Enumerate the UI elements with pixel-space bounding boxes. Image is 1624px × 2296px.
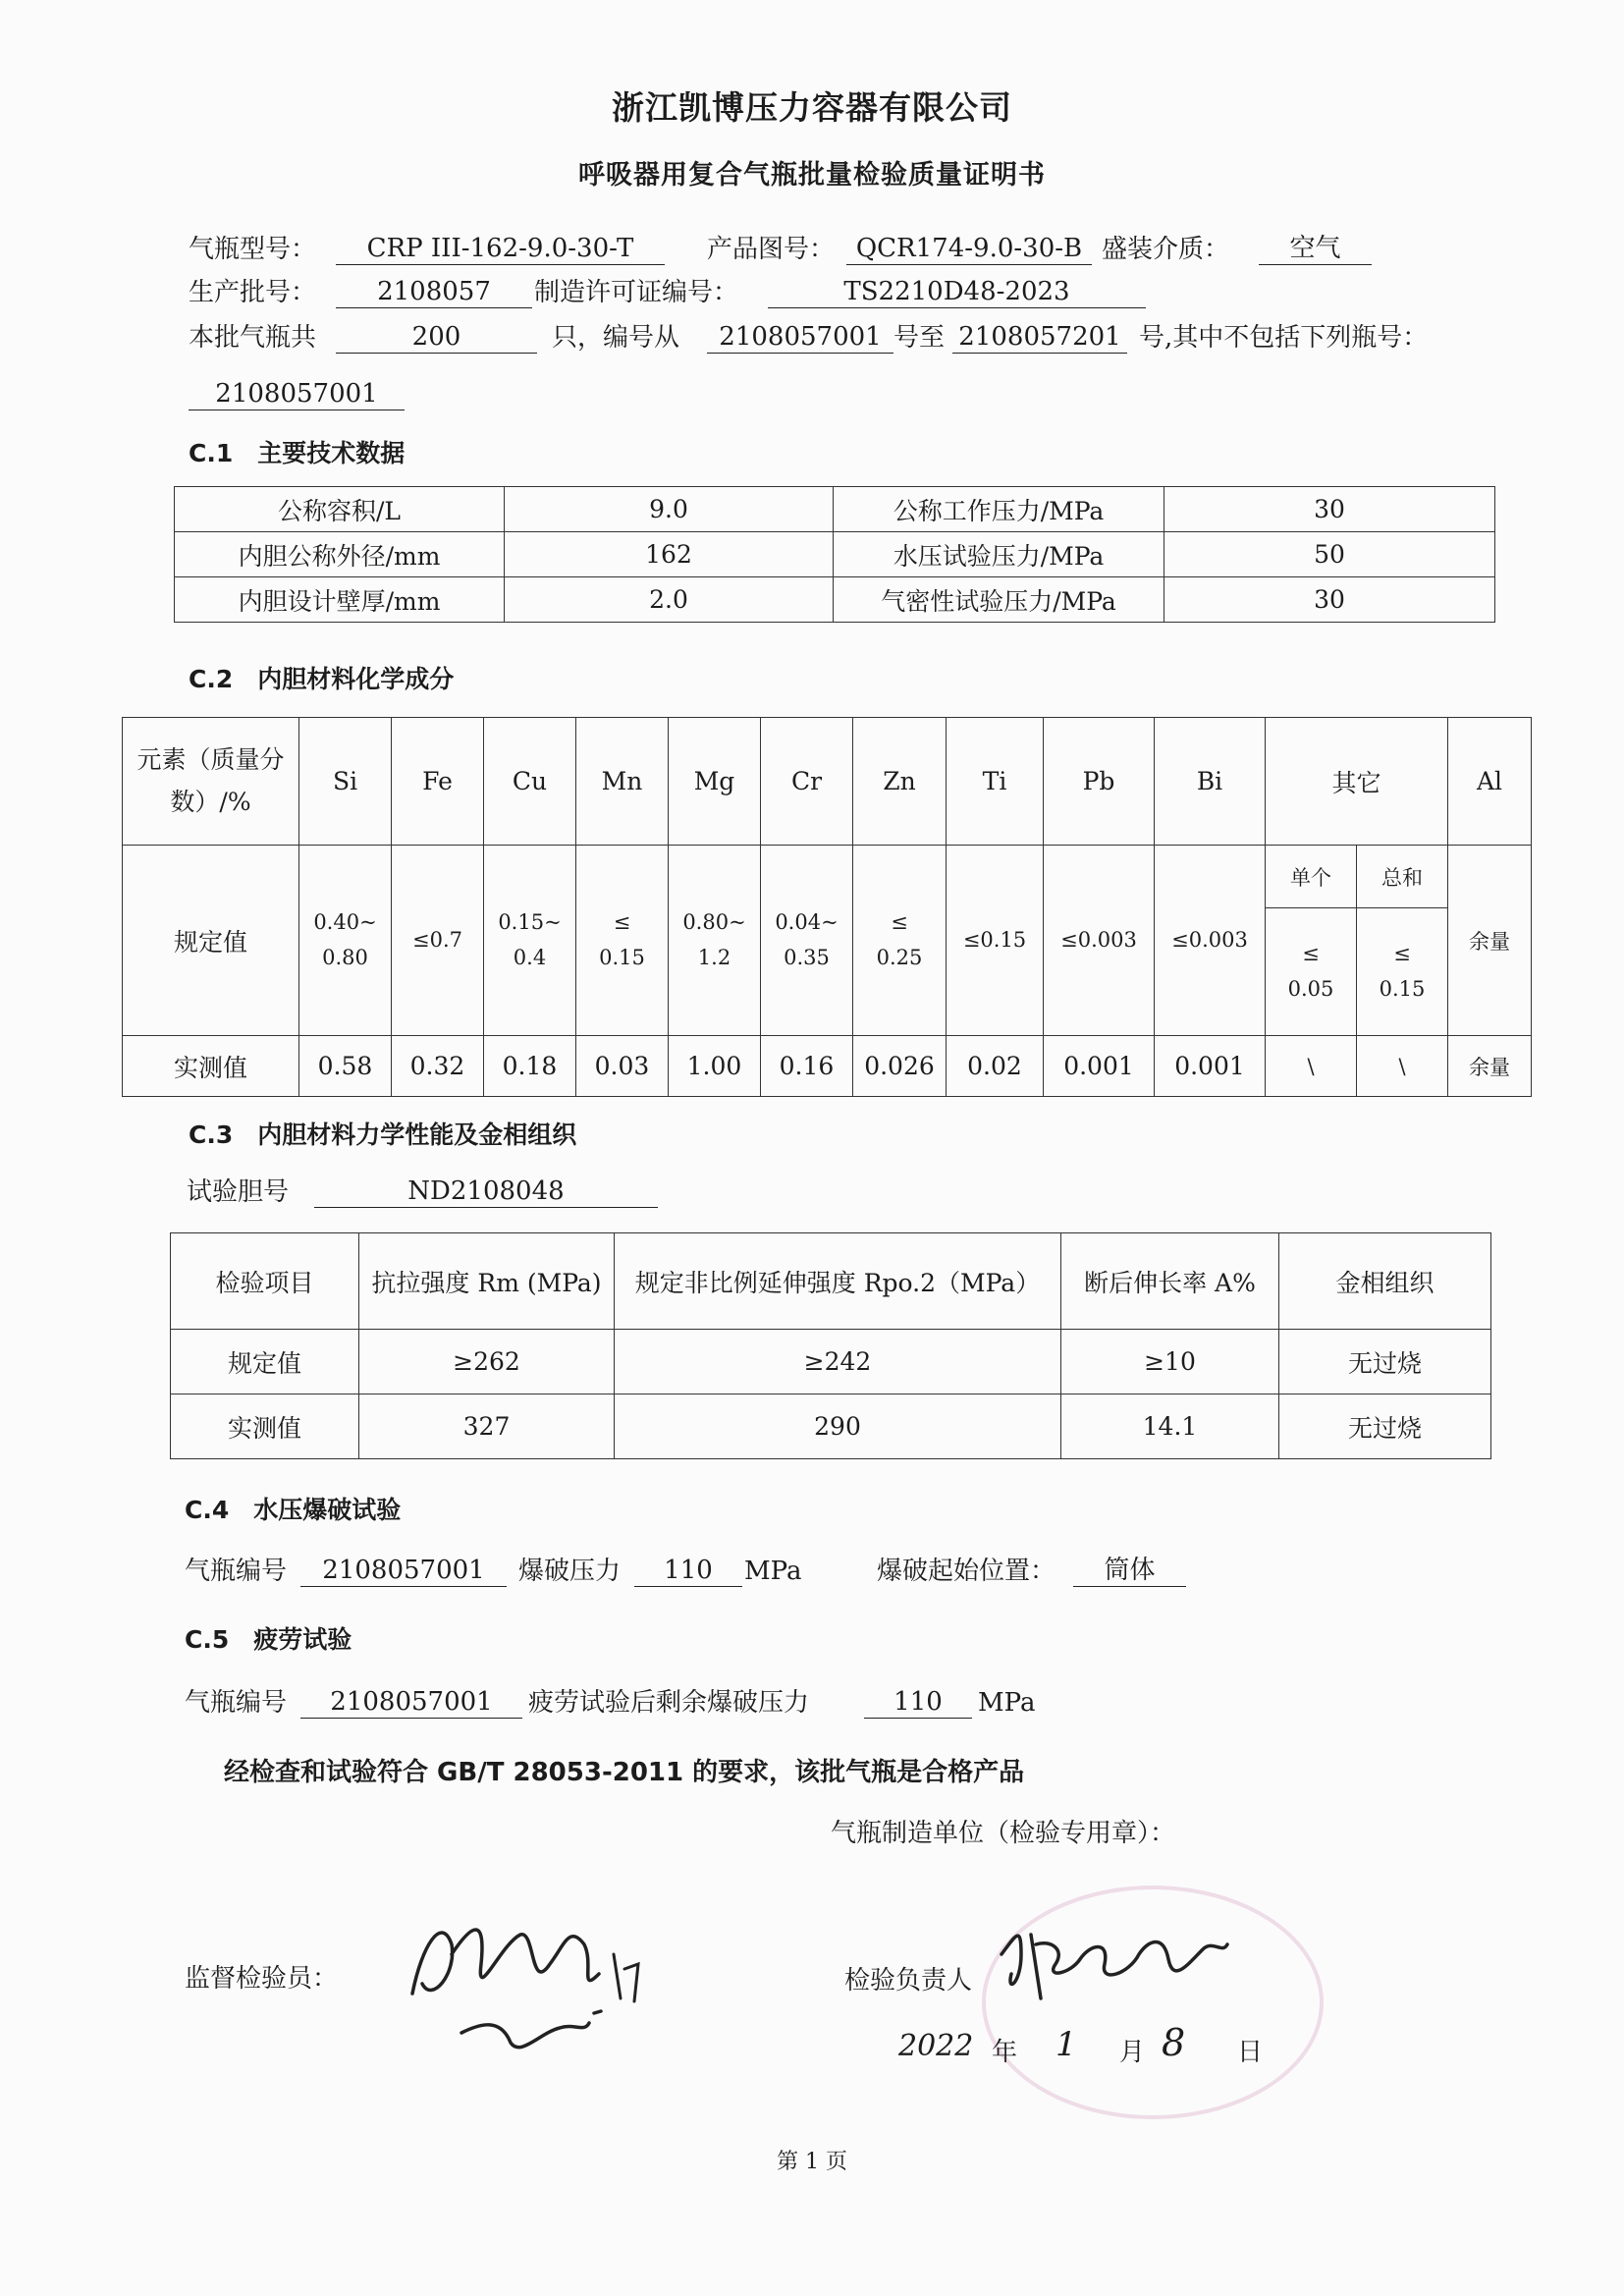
element-bi: Bi: [1155, 718, 1266, 846]
burst-cyl-label: 气瓶编号: [185, 1557, 288, 1586]
date-year: 2022: [898, 2029, 974, 2063]
manufacturer-label: 气瓶制造单位（检验专用章）：: [831, 1819, 1176, 1848]
spec-other-single: ≤ 0.05: [1266, 908, 1357, 1036]
measured-cell: 327: [359, 1394, 615, 1459]
measured-cell: 无过烧: [1279, 1394, 1491, 1459]
c3-heading: C.3 内胆材料力学性能及金相组织: [189, 1121, 577, 1149]
row-label: 规定值: [171, 1330, 359, 1394]
serial-to: 2108057201: [952, 320, 1127, 354]
table-row: [175, 487, 1495, 532]
measured-mg: 1.00: [669, 1036, 761, 1097]
tech-key: 公称工作压力/MPa: [834, 487, 1164, 532]
other-total-label: 总和: [1357, 846, 1448, 908]
element-zn: Zn: [853, 718, 947, 846]
table-row: [171, 1233, 1491, 1330]
measured-cell: 290: [615, 1394, 1061, 1459]
c2-heading: C.2 内胆材料化学成分: [189, 665, 455, 693]
supervisor-signature: [393, 1886, 658, 2082]
col-header: 金相组织: [1279, 1233, 1491, 1330]
burst-line: [185, 1554, 1265, 1589]
date-day: 8: [1162, 2021, 1186, 2064]
table-row: [123, 718, 1532, 846]
element-pb: Pb: [1044, 718, 1155, 846]
tech-value: 162: [505, 532, 834, 577]
info-line-count: [189, 320, 1524, 355]
measured-ti: 0.02: [947, 1036, 1044, 1097]
tech-value: 50: [1164, 532, 1495, 577]
document-title: 呼吸器用复合气瓶批量检验质量证明书: [578, 160, 1046, 191]
measured-si: 0.58: [299, 1036, 392, 1097]
page-number: 第 1 页: [777, 2150, 847, 2174]
spec-pb: ≤0.003: [1044, 846, 1155, 1036]
col-header: 检验项目: [171, 1233, 359, 1330]
spec-cell: 无过烧: [1279, 1330, 1491, 1394]
spec-mg: 0.80~ 1.2: [669, 846, 761, 1036]
tech-key: 气密性试验压力/MPa: [834, 577, 1164, 623]
spec-cr: 0.04~ 0.35: [761, 846, 853, 1036]
measured-fe: 0.32: [392, 1036, 484, 1097]
residual-unit: MPa: [978, 1688, 1036, 1718]
burst-position-label: 爆破起始位置：: [877, 1557, 1056, 1586]
other-single-label: 单个: [1266, 846, 1357, 908]
license-label: 制造许可证编号：: [534, 278, 739, 307]
measured-other-total: \: [1357, 1036, 1448, 1097]
measured-mn: 0.03: [576, 1036, 669, 1097]
conclusion: 经检查和试验符合 GB/T 28053-2011 的要求，该批气瓶是合格产品: [224, 1758, 1025, 1787]
measured-cu: 0.18: [484, 1036, 576, 1097]
mechanical-properties-table: [170, 1232, 1491, 1459]
info-line-batch: [189, 275, 1465, 310]
count-prefix: 本批气瓶共: [189, 323, 317, 353]
spec-cu: 0.15~ 0.4: [484, 846, 576, 1036]
tech-key: 公称容积/L: [175, 487, 505, 532]
tech-data-table: [174, 486, 1495, 623]
fatigue-cyl-value: 2108057001: [300, 1685, 522, 1719]
chemical-composition-table: [122, 717, 1532, 1097]
measured-cr: 0.16: [761, 1036, 853, 1097]
info-line-model: [189, 232, 1465, 267]
measured-pb: 0.001: [1044, 1036, 1155, 1097]
measured-other-single: \: [1266, 1036, 1357, 1097]
serial-to-label: 号至: [893, 323, 946, 353]
spec-label: 规定值: [123, 846, 299, 1036]
tech-key: 内胆公称外径/mm: [175, 532, 505, 577]
liner-label: 试验胆号: [187, 1177, 290, 1207]
burst-pressure-value: 110: [634, 1554, 742, 1587]
element-si: Si: [299, 718, 392, 846]
table-row: [123, 1036, 1532, 1097]
medium-label: 盛装介质：: [1102, 235, 1230, 264]
year-char: 年: [992, 2038, 1018, 2067]
row-label: 实测值: [171, 1394, 359, 1459]
element-fe: Fe: [392, 718, 484, 846]
measured-bi: 0.001: [1155, 1036, 1266, 1097]
drawing-value: QCR174-9.0-30-B: [846, 232, 1092, 265]
burst-pressure-label: 爆破压力: [518, 1557, 622, 1586]
supervisor-label: 监督检验员：: [185, 1964, 339, 1994]
col-header: 抗拉强度 Rm (MPa): [359, 1233, 615, 1330]
medium-value: 空气: [1259, 232, 1372, 265]
col-header: 断后伸长率 A%: [1061, 1233, 1279, 1330]
table-row: [175, 577, 1495, 623]
spec-ti: ≤0.15: [947, 846, 1044, 1036]
c1-heading: C.1 主要技术数据: [189, 439, 406, 467]
count-suffix: 号,其中不包括下列瓶号：: [1139, 323, 1429, 353]
info-line-excluded: [189, 377, 581, 412]
spec-al: 余量: [1448, 846, 1532, 1036]
spec-cell: ≥10: [1061, 1330, 1279, 1394]
element-other: 其它: [1266, 718, 1448, 846]
element-ti: Ti: [947, 718, 1044, 846]
date-line: [898, 2021, 1291, 2070]
batch-label: 生产批号：: [189, 278, 317, 307]
liner-value: ND2108048: [314, 1175, 658, 1208]
model-label: 气瓶型号：: [189, 235, 317, 264]
spec-other-total: ≤ 0.15: [1357, 908, 1448, 1036]
spec-mn: ≤ 0.15: [576, 846, 669, 1036]
drawing-label: 产品图号：: [707, 235, 836, 264]
element-al: Al: [1448, 718, 1532, 846]
spec-fe: ≤0.7: [392, 846, 484, 1036]
element-header: 元素（质量分数）/%: [123, 718, 299, 846]
c5-heading: C.5 疲劳试验: [185, 1625, 352, 1654]
count-value: 200: [336, 320, 537, 354]
measured-al: 余量: [1448, 1036, 1532, 1097]
count-mid: 只，编号从: [552, 323, 680, 353]
spec-bi: ≤0.003: [1155, 846, 1266, 1036]
burst-cyl-value: 2108057001: [300, 1554, 507, 1587]
spec-cell: ≥262: [359, 1330, 615, 1394]
residual-value: 110: [864, 1685, 972, 1719]
element-cu: Cu: [484, 718, 576, 846]
burst-position-value: 筒体: [1073, 1554, 1186, 1587]
residual-label: 疲劳试验后剩余爆破压力: [528, 1688, 810, 1718]
inspector-label: 检验负责人: [844, 1966, 973, 1995]
col-header: 规定非比例延伸强度 Rpo.2（MPa）: [615, 1233, 1061, 1330]
day-char: 日: [1237, 2038, 1264, 2067]
excluded-serial: 2108057001: [189, 377, 405, 410]
liner-line: [187, 1175, 776, 1210]
tech-value: 9.0: [505, 487, 834, 532]
spec-zn: ≤ 0.25: [853, 846, 947, 1036]
measured-cell: 14.1: [1061, 1394, 1279, 1459]
measured-zn: 0.026: [853, 1036, 947, 1097]
table-row: [171, 1330, 1491, 1394]
element-mn: Mn: [576, 718, 669, 846]
table-row: [123, 846, 1532, 908]
fatigue-line: [185, 1685, 1265, 1721]
tech-value: 30: [1164, 487, 1495, 532]
company-name: 浙江凯博压力容器有限公司: [612, 88, 1012, 127]
spec-cell: ≥242: [615, 1330, 1061, 1394]
tech-value: 30: [1164, 577, 1495, 623]
burst-pressure-unit: MPa: [744, 1557, 802, 1586]
model-value: CRP III-162-9.0-30-T: [336, 232, 665, 265]
element-cr: Cr: [761, 718, 853, 846]
inspector-signature: [992, 1905, 1247, 2003]
element-mg: Mg: [669, 718, 761, 846]
tech-key: 内胆设计壁厚/mm: [175, 577, 505, 623]
license-value: TS2210D48-2023: [768, 275, 1146, 308]
c4-heading: C.4 水压爆破试验: [185, 1496, 402, 1524]
spec-si: 0.40~ 0.80: [299, 846, 392, 1036]
table-row: [171, 1394, 1491, 1459]
measured-label: 实测值: [123, 1036, 299, 1097]
table-row: [175, 532, 1495, 577]
tech-key: 水压试验压力/MPa: [834, 532, 1164, 577]
date-month: 1: [1056, 2025, 1077, 2064]
tech-value: 2.0: [505, 577, 834, 623]
month-char: 月: [1119, 2038, 1146, 2067]
batch-value: 2108057: [336, 275, 532, 308]
fatigue-cyl-label: 气瓶编号: [185, 1688, 288, 1718]
serial-from: 2108057001: [707, 320, 893, 354]
